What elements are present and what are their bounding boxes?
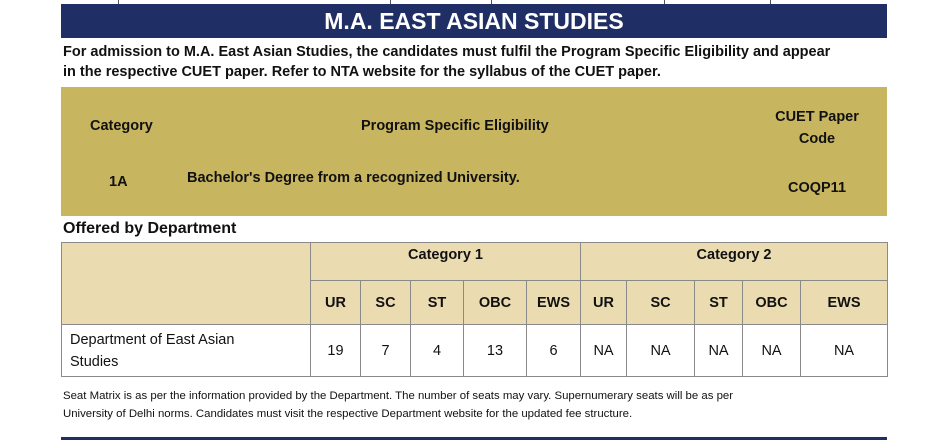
blank-header-cell [62, 243, 311, 325]
col-header-cat2-ews: EWS [801, 281, 888, 325]
col-header-cat1-ur: UR [311, 281, 361, 325]
intro-line-1: For admission to M.A. East Asian Studies, the candidates must fulfil the Program Specific Eligibility and appear [63, 44, 831, 60]
table-row [62, 325, 888, 377]
intro-paragraph [63, 42, 889, 82]
seat-cat2-ur: NA [581, 325, 627, 377]
seat-cat2-obc: NA [743, 325, 801, 377]
col-header-cat2-st: ST [695, 281, 743, 325]
seat-cat2-st: NA [695, 325, 743, 377]
col-header-cat1-obc: OBC [464, 281, 527, 325]
seat-cat1-st: 4 [411, 325, 464, 377]
col-header-cat1-sc: SC [361, 281, 411, 325]
col-header-cat2-obc: OBC [743, 281, 801, 325]
col-header-cat2-ur: UR [581, 281, 627, 325]
category-value: 1A [109, 174, 128, 190]
category-1-header: Category 1 [311, 243, 581, 281]
col-header-cat2-sc: SC [627, 281, 695, 325]
footnote-line-2: University of Delhi norms. Candidates must visit the respective Department website for the updated fee structure. [63, 408, 633, 420]
seat-matrix-footnote [63, 387, 885, 423]
cuet-code-header-line2: Code [798, 131, 836, 147]
eligibility-box [61, 87, 887, 216]
offered-by-heading: Offered by Department [63, 220, 237, 237]
cuet-code-header-line1: CUET Paper [775, 109, 859, 125]
col-header-cat1-ews: EWS [527, 281, 581, 325]
seat-cat1-obc: 13 [464, 325, 527, 377]
cuet-code-header [761, 106, 873, 150]
department-name [62, 325, 311, 377]
col-header-cat1-st: ST [411, 281, 464, 325]
seat-cat1-ews: 6 [527, 325, 581, 377]
seat-cat2-sc: NA [627, 325, 695, 377]
seat-cat1-ur: 19 [311, 325, 361, 377]
seat-cat2-ews: NA [801, 325, 888, 377]
category-header: Category [90, 118, 153, 134]
page-title [61, 4, 887, 38]
program-eligibility-header: Program Specific Eligibility [361, 118, 549, 134]
department-name-line2: Studies [70, 353, 119, 370]
footnote-line-1: Seat Matrix is as per the information provided by the Department. The number of seats may vary. Supernumerary seats will be as per [63, 390, 734, 402]
program-eligibility-value: Bachelor's Degree from a recognized University. [187, 170, 520, 186]
seat-matrix-table [61, 242, 888, 377]
category-2-header: Category 2 [581, 243, 888, 281]
intro-line-2: in the respective CUET paper. Refer to NTA website for the syllabus of the CUET paper. [63, 64, 661, 80]
page-title-text: M.A. EAST ASIAN STUDIES [324, 7, 624, 34]
seat-cat1-sc: 7 [361, 325, 411, 377]
cuet-code-value: COQP11 [787, 180, 847, 196]
department-name-line1: Department of East Asian [70, 331, 235, 348]
